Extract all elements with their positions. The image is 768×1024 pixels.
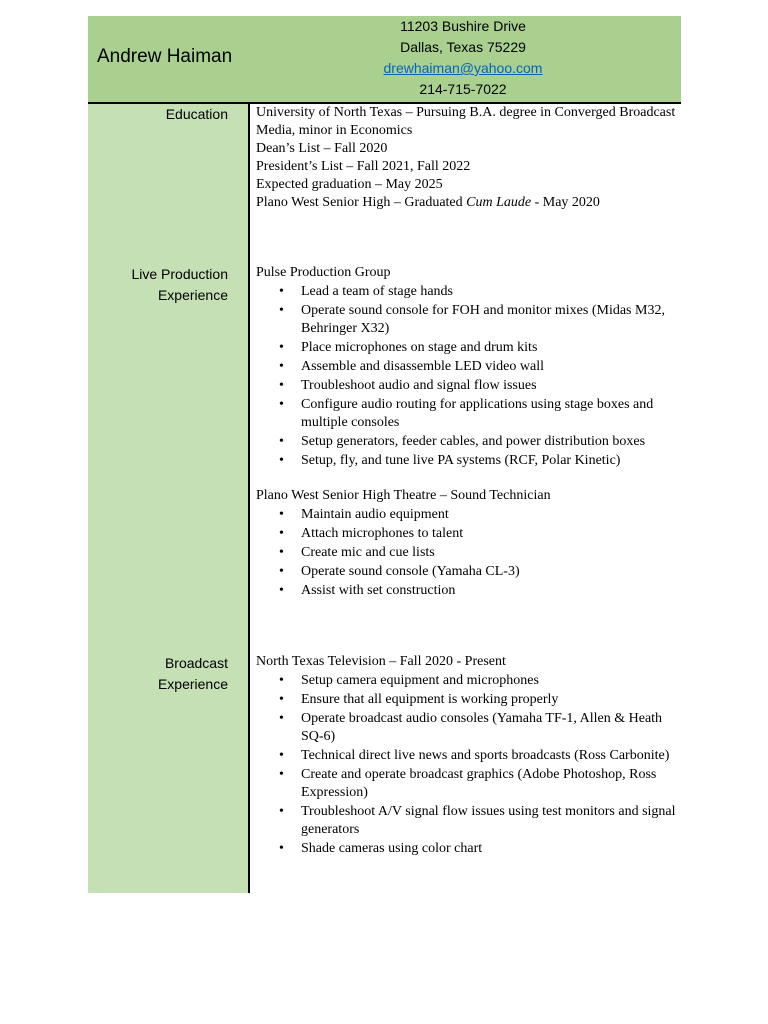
contact-block <box>338 16 588 100</box>
section-label-education <box>88 104 228 125</box>
job-title: Pulse Production Group <box>256 265 391 280</box>
address-line-1: 11203 Bushire Drive <box>400 18 526 34</box>
live-production-content <box>256 264 681 471</box>
list-item: • Operate broadcast audio consoles (Yamaha TF-1, Allen & Heath SQ-6) <box>301 710 681 746</box>
hs-suffix: - May 2020 <box>531 195 600 210</box>
list-item: • Configure audio routing for applications using stage boxes and multiple consoles <box>301 396 681 432</box>
label-text: Education <box>165 106 228 122</box>
hs-prefix: Plano West Senior High – Graduated <box>256 195 467 210</box>
section-label-broadcast <box>88 653 228 695</box>
bullet-list <box>256 672 681 858</box>
list-item: • Operate sound console for FOH and monitor mixes (Midas M32, Behringer X32) <box>301 302 681 338</box>
list-item: • Setup, fly, and tune live PA systems (RCF, Polar Kinetic) <box>301 452 681 470</box>
list-item: • Lead a team of stage hands <box>301 283 681 301</box>
job-title: North Texas Television – Fall 2020 - Present <box>256 654 506 669</box>
job-title: Plano West Senior High Theatre – Sound Technician <box>256 488 551 503</box>
list-item: • Assemble and disassemble LED video wall <box>301 358 681 376</box>
education-line: President’s List – Fall 2021, Fall 2022 <box>256 159 471 174</box>
email-link[interactable]: drewhaiman@yahoo.com <box>383 60 543 76</box>
label-text: Live Production <box>131 266 228 282</box>
education-content <box>256 104 681 212</box>
list-item: • Technical direct live news and sports broadcasts (Ross Carbonite) <box>301 747 681 765</box>
education-high-school <box>256 194 681 212</box>
label-text: Experience <box>157 676 228 692</box>
list-item: • Create mic and cue lists <box>301 544 681 562</box>
list-item: • Create and operate broadcast graphics (Adobe Photoshop, Ross Expression) <box>301 766 681 802</box>
list-item: • Ensure that all equipment is working properly <box>301 691 681 709</box>
divider-line <box>248 104 250 893</box>
theatre-content <box>256 487 681 601</box>
list-item: • Setup camera equipment and microphones <box>301 672 681 690</box>
list-item: • Troubleshoot A/V signal flow issues using test monitors and signal generators <box>301 803 681 839</box>
education-line: Dean’s List – Fall 2020 <box>256 141 388 156</box>
bullet-list <box>256 506 681 600</box>
list-item: • Maintain audio equipment <box>301 506 681 524</box>
broadcast-content <box>256 653 681 859</box>
education-line: Expected graduation – May 2025 <box>256 177 443 192</box>
phone-number: 214-715-7022 <box>419 81 507 97</box>
label-text: Experience <box>157 287 228 303</box>
bullet-list <box>256 283 681 470</box>
section-sidebar <box>88 104 248 893</box>
list-item: • Troubleshoot audio and signal flow issues <box>301 377 681 395</box>
header-banner <box>88 16 681 104</box>
address-line-2: Dallas, Texas 75229 <box>400 39 526 55</box>
hs-honor: Cum Laude <box>466 195 532 210</box>
list-item: • Shade cameras using color chart <box>301 840 681 858</box>
label-text: Broadcast <box>164 655 228 671</box>
list-item: • Setup generators, feeder cables, and power distribution boxes <box>301 433 681 451</box>
list-item: • Place microphones on stage and drum kits <box>301 339 681 357</box>
education-line: University of North Texas – Pursuing B.A. degree in Converged Broadcast Media, minor in Economics <box>256 105 676 138</box>
section-label-live-production <box>88 264 228 306</box>
list-item: • Attach microphones to talent <box>301 525 681 543</box>
list-item: • Operate sound console (Yamaha CL-3) <box>301 563 681 581</box>
applicant-name: Andrew Haiman <box>97 46 233 67</box>
list-item: • Assist with set construction <box>301 582 681 600</box>
